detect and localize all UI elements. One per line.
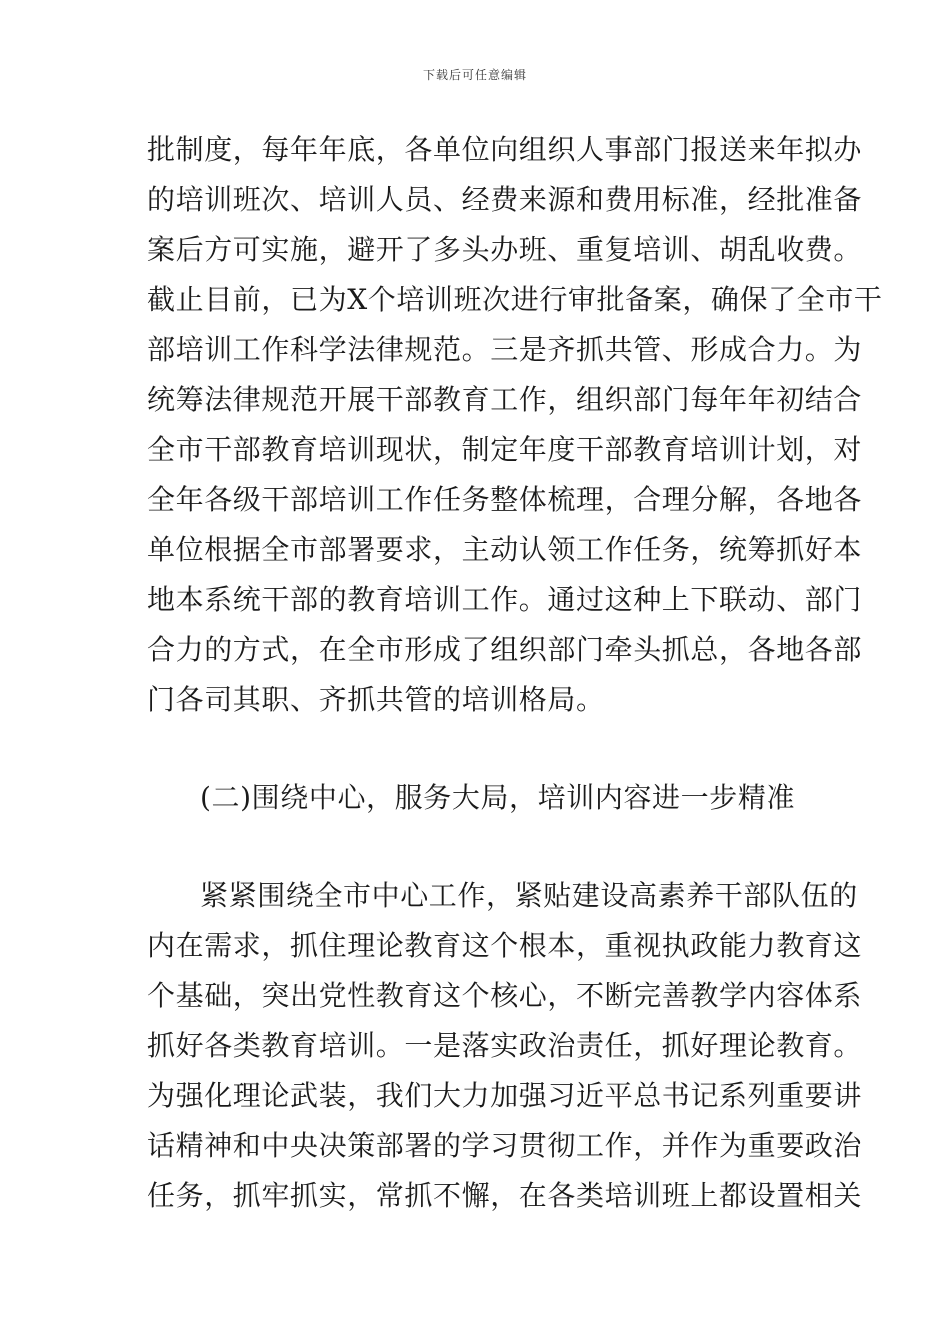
text-line: 门各司其职、齐抓共管的培训格局。 (147, 683, 605, 716)
text-line: 批制度，每年年底，各单位向组织人事部门报送来年拟办 (147, 133, 863, 166)
text-line: 话精神和中央决策部署的学习贯彻工作，并作为重要政治 (147, 1129, 863, 1162)
text-line: 案后方可实施，避开了多头办班、重复培训、胡乱收费。 (147, 233, 863, 266)
text-line: 任务，抓牢抓实，常抓不懈，在各类培训班上都设置相关 (147, 1179, 863, 1212)
text-line: 部培训工作科学法律规范。三是齐抓共管、形成合力。为 (147, 333, 863, 366)
text-line: 单位根据全市部署要求，主动认领工作任务，统筹抓好本 (147, 533, 863, 566)
text-line: 全年各级干部培训工作任务整体梳理，合理分解，各地各 (147, 483, 863, 516)
text-line: 内在需求，抓住理论教育这个根本，重视执政能力教育这 (147, 929, 863, 962)
text-line: 紧紧围绕全市中心工作，紧贴建设高素养干部队伍的 (200, 879, 858, 912)
section-heading: (二)围绕中心，服务大局，培训内容进一步精准 (200, 781, 796, 814)
header-note: 下载后可任意编辑 (422, 68, 527, 82)
text-line: 地本系统干部的教育培训工作。通过这种上下联动、部门 (147, 583, 863, 616)
text-line: 个基础，突出党性教育这个核心，不断完善教学内容体系 (147, 979, 863, 1012)
text-line: 抓好各类教育培训。一是落实政治责任，抓好理论教育。 (147, 1029, 863, 1062)
text-line: 统筹法律规范开展干部教育工作，组织部门每年年初结合 (147, 383, 863, 416)
text-line: 全市干部教育培训现状，制定年度干部教育培训计划，对 (147, 433, 863, 466)
text-line: 合力的方式，在全市形成了组织部门牵头抓总，各地各部 (147, 633, 863, 666)
text-line: 的培训班次、培训人员、经费来源和费用标准，经批准备 (147, 183, 863, 216)
text-line: 截止目前，已为X个培训班次进行审批备案，确保了全市干 (147, 283, 883, 316)
text-line: 为强化理论武装，我们大力加强习近平总书记系列重要讲 (147, 1079, 863, 1112)
